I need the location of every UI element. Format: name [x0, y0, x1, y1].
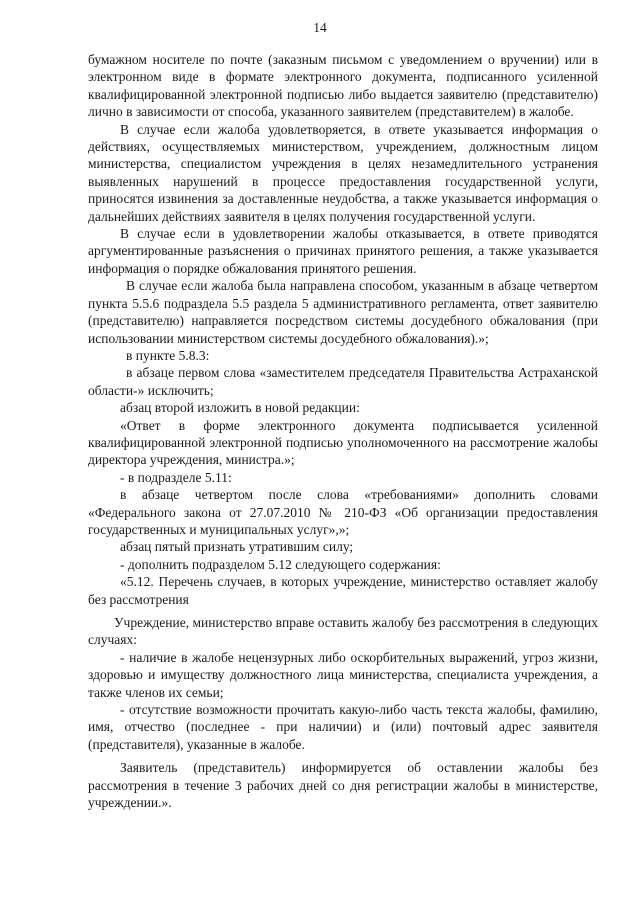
paragraph: Учреждение, министерство вправе оставить жалобу без рассмотрения в следующих случаях: [88, 615, 598, 648]
paragraph: бумажном носителе по почте (заказным письмом с уведомлением о вручении) или в электронном виде в формате электронного документа, подписанного усиленной квалифицированной электронной подписью либо выдается заявителю (представителю) лично в зависимости от способа, указанного заявителем (представителем) в жалобе. [88, 52, 598, 120]
paragraph: - отсутствие возможности прочитать какую-либо часть текста жалобы, фамилию, имя, отчество (последнее - при наличии) и (или) почтовый адрес заявителя (представителя), указанные в жалобе. [88, 702, 598, 752]
paragraph: в пункте 5.8.3: [126, 347, 210, 363]
paragraph: абзац второй изложить в новой редакции: [120, 400, 360, 416]
paragraph: «Ответ в форме электронного документа подписывается усиленной квалифицированной электронной подписью уполномоченного на рассмотрение жалобы директора учреждения, министра.»; [88, 417, 598, 468]
paragraph: абзац пятый признать утратившим силу; [120, 539, 354, 555]
document-body [88, 51, 598, 811]
paragraph: в абзаце первом слова «заместителем председателя Правительства Астраханской области-» исключить; [88, 365, 598, 398]
paragraph: - в подразделе 5.11: [120, 469, 232, 485]
paragraph: В случае если жалоба была направлена способом, указанным в абзаце четвертом пункта 5.5.6 подраздела 5.5 раздела 5 административного регламента, ответ заявителю (представителю) направляется посредством системы досудебного обжалования (при использовании министерством системы досудебного обжалования).»; [88, 278, 598, 346]
paragraph: В случае если в удовлетворении жалобы отказывается, в ответе приводятся аргументированные разъяснения о причинах принятого решения, а также указывается информация о порядке обжалования принятого решения. [88, 226, 598, 276]
paragraph: «5.12. Перечень случаев, в которых учреждение, министерство оставляет жалобу без рассмотрения [88, 574, 598, 607]
paragraph: - дополнить подразделом 5.12 следующего содержания: [120, 556, 441, 572]
paragraph: Заявитель (представитель) информируется об оставлении жалобы без рассмотрения в течение 3 рабочих дней со дня регистрации жалобы в министерстве, учреждении.». [88, 760, 598, 811]
paragraph: - наличие в жалобе нецензурных либо оскорбительных выражений, угроз жизни, здоровью и имуществу должностного лица министерства, специалиста учреждения, а также членов их семьи; [88, 649, 598, 700]
page-number: 14 [313, 20, 327, 35]
paragraph: в абзаце четвертом после слова «требованиями» дополнить словами «Федерального закона от 27.07.2010 № 210-ФЗ «Об организации предоставления государственных и муниципальных услуг»,»; [88, 487, 598, 537]
paragraph: В случае если жалоба удовлетворяется, в ответе указывается информация о действиях, осуществляемых министерством, учреждением, должностным лицом министерства, специалистом учреждения в целях незамедлительного устранения выявленных нарушений в процессе предоставления государственной услуги, приносятся извинения за доставленные неудобства, а также указывается информация о дальнейших действиях заявителя в целях получения государственной услуги. [88, 121, 598, 224]
